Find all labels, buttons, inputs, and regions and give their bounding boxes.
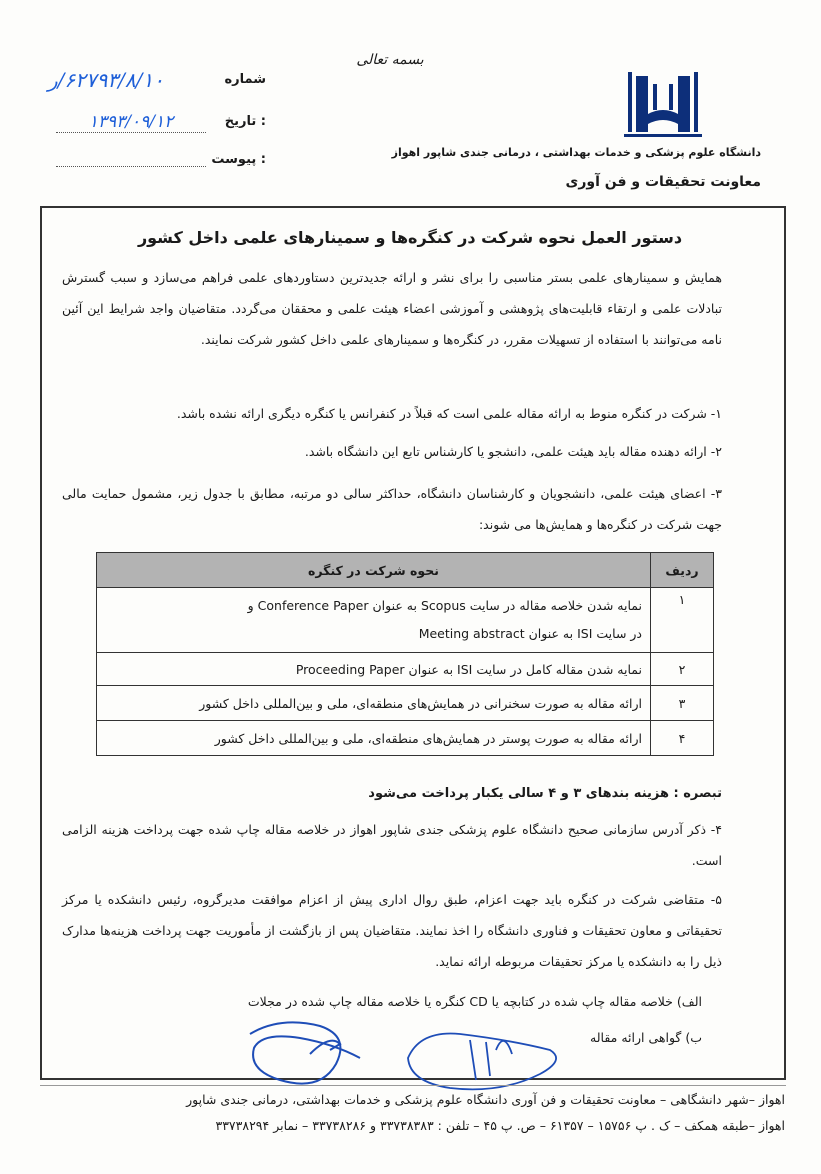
footer-address-line-1: اهواز –شهر دانشگاهی – معاونت تحقیقات و فن آوری دانشگاه علوم پزشکی و خدمات بهداشتی، درمانی جندی شاپور [186,1092,785,1107]
footer-address-line-2: اهواز –طبقه همکف – ک . پ ۱۵۷۵۶ – ۶۱۳۵۷ – ص. پ ۴۵ – تلفن : ۳۳۷۳۸۳۸۳ و ۳۳۷۳۸۲۸۶ – نمابر ۳۳۷۳۸۲۹۴ [215,1118,785,1133]
header-participation-mode: نحوه شرکت در کنگره [97,553,651,588]
sub-item-a: الف) خلاصه مقاله چاپ شده در کتابچه یا CD کنگره یا خلاصه مقاله چاپ شده در مجلات [247,994,702,1009]
table-row [97,686,714,721]
date-value: ۱۳۹۳/۰۹/۱۲ [56,112,206,133]
number-row [48,68,266,96]
row-text-line: در سایت ISI به عنوان Meeting abstract [418,626,642,641]
university-name: دانشگاه علوم پزشکی و خدمات بهداشتی ، درمانی جندی شاپور اهواز [391,146,761,159]
attachment-label: پیوست : [211,152,266,167]
item-4: ۴- ذکر آدرس سازمانی صحیح دانشگاه علوم پزشکی جندی شاپور اهواز در خلاصه مقاله چاپ شده جهت پرداخت هزینه الزامی است. [62,822,722,868]
number-label: شماره [224,72,266,87]
document-title: دستور العمل نحوه شرکت در کنگره‌ها و سمینارهای علمی داخل کشور [137,228,683,247]
footer-divider [40,1085,786,1086]
sub-item-b: ب) گواهی ارائه مقاله [590,1030,702,1045]
signature-2 [400,1010,570,1100]
number-handwritten [48,68,164,92]
table-row [97,721,714,756]
row-number: ۱ [651,588,714,653]
participation-table [96,552,714,756]
intro-paragraph: همایش و سمینارهای علمی بستر مناسبی را برای نشر و ارائه جدیدترین دستاوردهای علمی فراهم می‌سازد و سبب گسترش تبادلات علمی و ارتقاء قابلیت‌های پژوهشی و آموزشی اعضاء هیئت علمی و محققان می‌گردد. متقاضیان واجد شرایط این آئین نامه می‌توانند با استفاده از تسهیلات مقرر، در کنگره‌ها و سمینارهای علمی داخل کشور شرکت نمایند. [62,270,722,347]
row-number: ۲ [651,653,714,686]
row-text: ارائه مقاله به صورت سخنرانی در همایش‌های منطقه‌ای، ملی و بین‌المللی داخل کشور [97,686,651,721]
bismillah: بسمه تعالی [356,52,424,68]
row-text [97,588,651,653]
university-logo [622,70,704,138]
date-row [48,112,266,136]
row-number: ۴ [651,721,714,756]
row-text: ارائه مقاله به صورت پوستر در همایش‌های منطقه‌ای، ملی و بین‌المللی داخل کشور [97,721,651,756]
note: تبصره : هزینه بندهای ۳ و ۴ سالی یکبار پرداخت می‌شود [368,786,722,801]
department-name: معاونت تحقیقات و فن آوری [565,174,761,190]
item-5: ۵- متقاضی شرکت در کنگره باید جهت اعزام، طبق روال اداری پیش از اعزام موافقت مدیرگروه، رئیس دانشکده یا مرکز تحقیقاتی و معاون تحقیقات و فناوری دانشگاه را اخذ نمایند. متقاضیان پس از بازگشت از مأموریت جهت پرداخت هزینه‌ها مدارک ذیل را به دانشکده یا مرکز تحقیقات مربوطه ارائه نماید. [62,892,722,969]
item-1: ۱- شرکت در کنگره منوط به ارائه مقاله علمی است که قبلاً در کنفرانس یا کنگره دیگری ارائه نشده باشد. [176,406,722,421]
date-label: تاریخ : [224,114,266,129]
table-row [97,653,714,686]
row-text-line: نمایه شدن خلاصه مقاله در سایت Scopus به عنوان Conference Paper و [247,598,642,613]
attachment-line [56,166,206,167]
number-value: ۶۲۷ [64,68,97,92]
item-3: ۳- اعضای هیئت علمی، دانشجویان و کارشناسان دانشگاه، حداکثر سالی دو مرتبه، مطابق با جدول زیر، مشمول حمایت مالی جهت شرکت در کنگره‌ها و همایش‌ها می شوند: [62,486,722,532]
item-2: ۲- ارائه دهنده مقاله باید هیئت علمی، دانشجو یا کارشناس تابع این دانشگاه باشد. [304,444,722,459]
row-number: ۳ [651,686,714,721]
number-prefix: ۹۳/۸/۱۰/ر [48,68,164,92]
table-row [97,588,714,653]
attachment-row [48,150,266,174]
header-row-number: ردیف [651,553,714,588]
signature-1 [240,1014,370,1102]
row-text: نمایه شدن مقاله کامل در سایت ISI به عنوان Proceeding Paper [97,653,651,686]
table-header-row [97,553,714,588]
